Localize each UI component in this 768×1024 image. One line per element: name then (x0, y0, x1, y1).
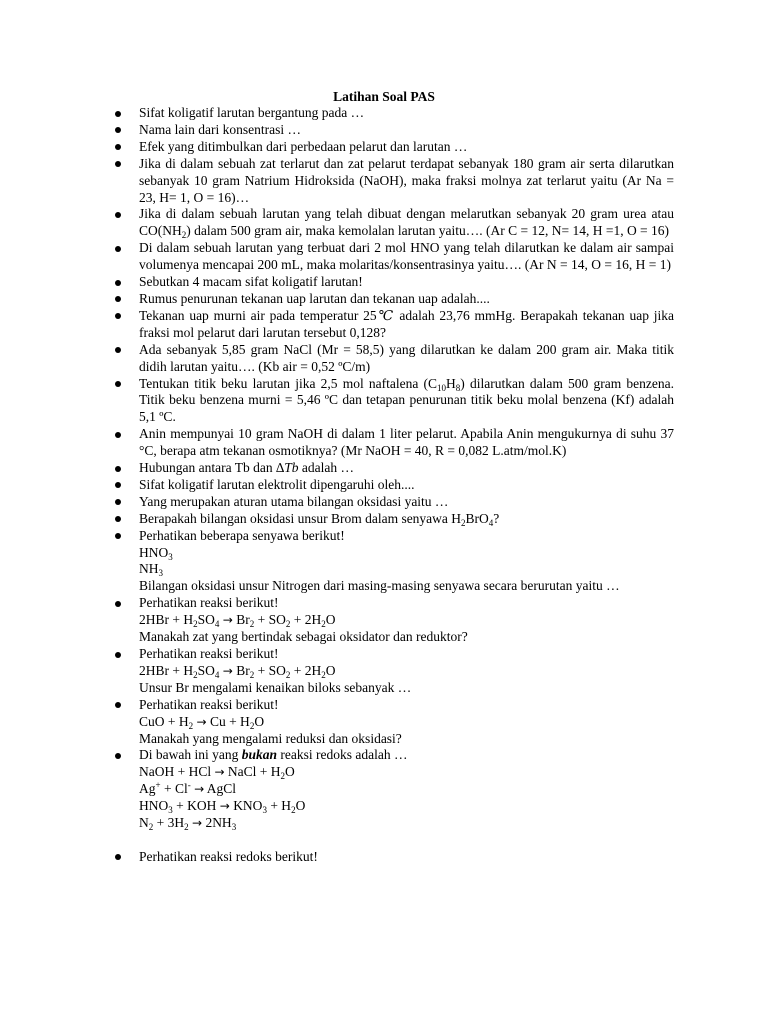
arrow-icon: → (222, 613, 233, 628)
list-item: Tentukan titik beku larutan jika 2,5 mol naftalena $(C_{10}H_8)$ dilarutkan dalam 500 gram benzena. Titik beku benzena murni = 5,46 ºC dan tetapan penurunan titik beku molal benzena (Kf) adalah 5,1 ºC. (0, 376, 674, 427)
list-item: Nama lain dari konsentrasi … (0, 122, 674, 139)
list-item: Anin mempunyai 10 gram NaOH di dalam 1 liter pelarut. Apabila Anin mengukurnya di suhu 37 °C, berapa atm tekanan osmotiknya? (Mr NaOH = 40, R = 0,082 L.atm/mol.K) (0, 426, 674, 460)
blank-line (139, 832, 674, 849)
equation-line: $2HBr + H_2SO_4 \to Br_2 + SO_2 + 2H_2O$ (139, 612, 336, 630)
list-item: Perhatikan beberapa senyawa berikut! $HNO_3$ $NH_3$ Bilangan oksidasi unsur Nitrogen dari masing-masing senyawa secara berurutan yaitu … (0, 528, 674, 596)
arrow-icon: → (192, 816, 203, 831)
list-item: Efek yang ditimbulkan dari perbedaan pelarut dan larutan … (0, 139, 674, 156)
question-list (0, 105, 674, 866)
list-item: Perhatikan reaksi redoks berikut! (0, 849, 674, 866)
list-item: Sifat koligatif larutan elektrolit dipengaruhi oleh.... (0, 477, 674, 494)
arrow-icon: → (214, 765, 225, 780)
equation-line: $HNO_3$ + KOH → $KNO_3 + H_2O$ (139, 798, 306, 816)
page-title: Latihan Soal PAS (333, 89, 435, 104)
list-item: Sifat koligatif larutan bergantung pada … (0, 105, 674, 122)
equation-line: $N_2 + 3H_2 \to 2NH_3$ (139, 815, 237, 833)
arrow-icon: → (196, 714, 207, 729)
list-item: Perhatikan reaksi berikut! CuO + $H_2 \to Cu + H_2O$ Manakah yang mengalami reduksi dan oksidasi? (0, 697, 674, 748)
equation-line: NaOH + HCl → NaCl + $H_2O$ (139, 764, 295, 782)
list-item: Ada sebanyak 5,85 gram NaCl (Mr = 58,5) yang dilarutkan ke dalam 200 gram air. Maka titik didih larutan yaitu…. (Kb air = 0,52 ºC/m) (0, 342, 674, 376)
list-item: Di dalam sebuah larutan yang terbuat dari 2 mol HNO yang telah dilarutkan ke dalam air sampai volumenya mencapai 200 mL, maka molaritas/konsentrasinya yaitu…. (Ar N = 14, O = 16, H = 1) (0, 240, 674, 274)
list-item: Perhatikan reaksi berikut! $2HBr + H_2SO_4 \to Br_2 + SO_2 + 2H_2O$ Manakah zat yang bertindak sebagai oksidator dan reduktor? (0, 595, 674, 646)
compound-line: $HNO_3$ (139, 544, 173, 562)
arrow-icon: → (219, 799, 230, 814)
list-item: Jika di dalam sebuah larutan yang telah dibuat dengan melarutkan sebanyak 20 gram urea atau $CO(NH_2)$ dalam 500 gram air, maka kemolalan larutan yaitu…. (Ar C = 12, N= 14, H =1, O = 16) (0, 206, 674, 240)
list-item: Berapakah bilangan oksidasi unsur Brom dalam senyawa $H_2BrO_4$? (0, 511, 674, 528)
list-item: Sebutkan 4 macam sifat koligatif larutan! (0, 274, 674, 291)
list-item: Hubungan antara Tb dan ∆Tb adalah … (0, 460, 674, 477)
list-item: Yang merupakan aturan utama bilangan oksidasi yaitu … (0, 494, 674, 511)
list-item: Tekanan uap murni air pada temperatur 25℃ adalah 23,76 mmHg. Berapakah tekanan uap jika fraksi mol pelarut dari larutan tersebut 0,128? (0, 308, 674, 342)
list-item: Jika di dalam sebuah zat terlarut dan zat pelarut terdapat sebanyak 180 gram air serta dilarutkan sebanyak 10 gram Natrium Hidroksida (NaOH), maka fraksi molnya zat terlarut yaitu (Ar Na = 23, H= 1, O = 16)… (0, 156, 674, 207)
arrow-icon: → (222, 663, 233, 678)
compound-line: $NH_3$ (139, 561, 163, 579)
arrow-icon: → (194, 782, 205, 797)
equation-line: Ag+ + Cl- → AgCl (139, 780, 237, 797)
equation-line: $2HBr + H_2SO_4 \to Br_2 + SO_2 + 2H_2O$ (139, 662, 336, 680)
equation-line: CuO + $H_2 \to Cu + H_2O$ (139, 713, 265, 731)
list-item: Di bawah ini yang bukan reaksi redoks adalah … NaOH + HCl → NaCl + $H_2O$ Ag+ + Cl- → AgCl $HNO_3$ + KOH → $KNO_3 + H_2O$ $N_2 + 3H_2 \to 2NH_3$ (0, 747, 674, 849)
list-item: Rumus penurunan tekanan uap larutan dan tekanan uap adalah.... (0, 291, 674, 308)
list-item: Perhatikan reaksi berikut! $2HBr + H_2SO_4 \to Br_2 + SO_2 + 2H_2O$ Unsur Br mengalami kenaikan biloks sebanyak … (0, 646, 674, 697)
